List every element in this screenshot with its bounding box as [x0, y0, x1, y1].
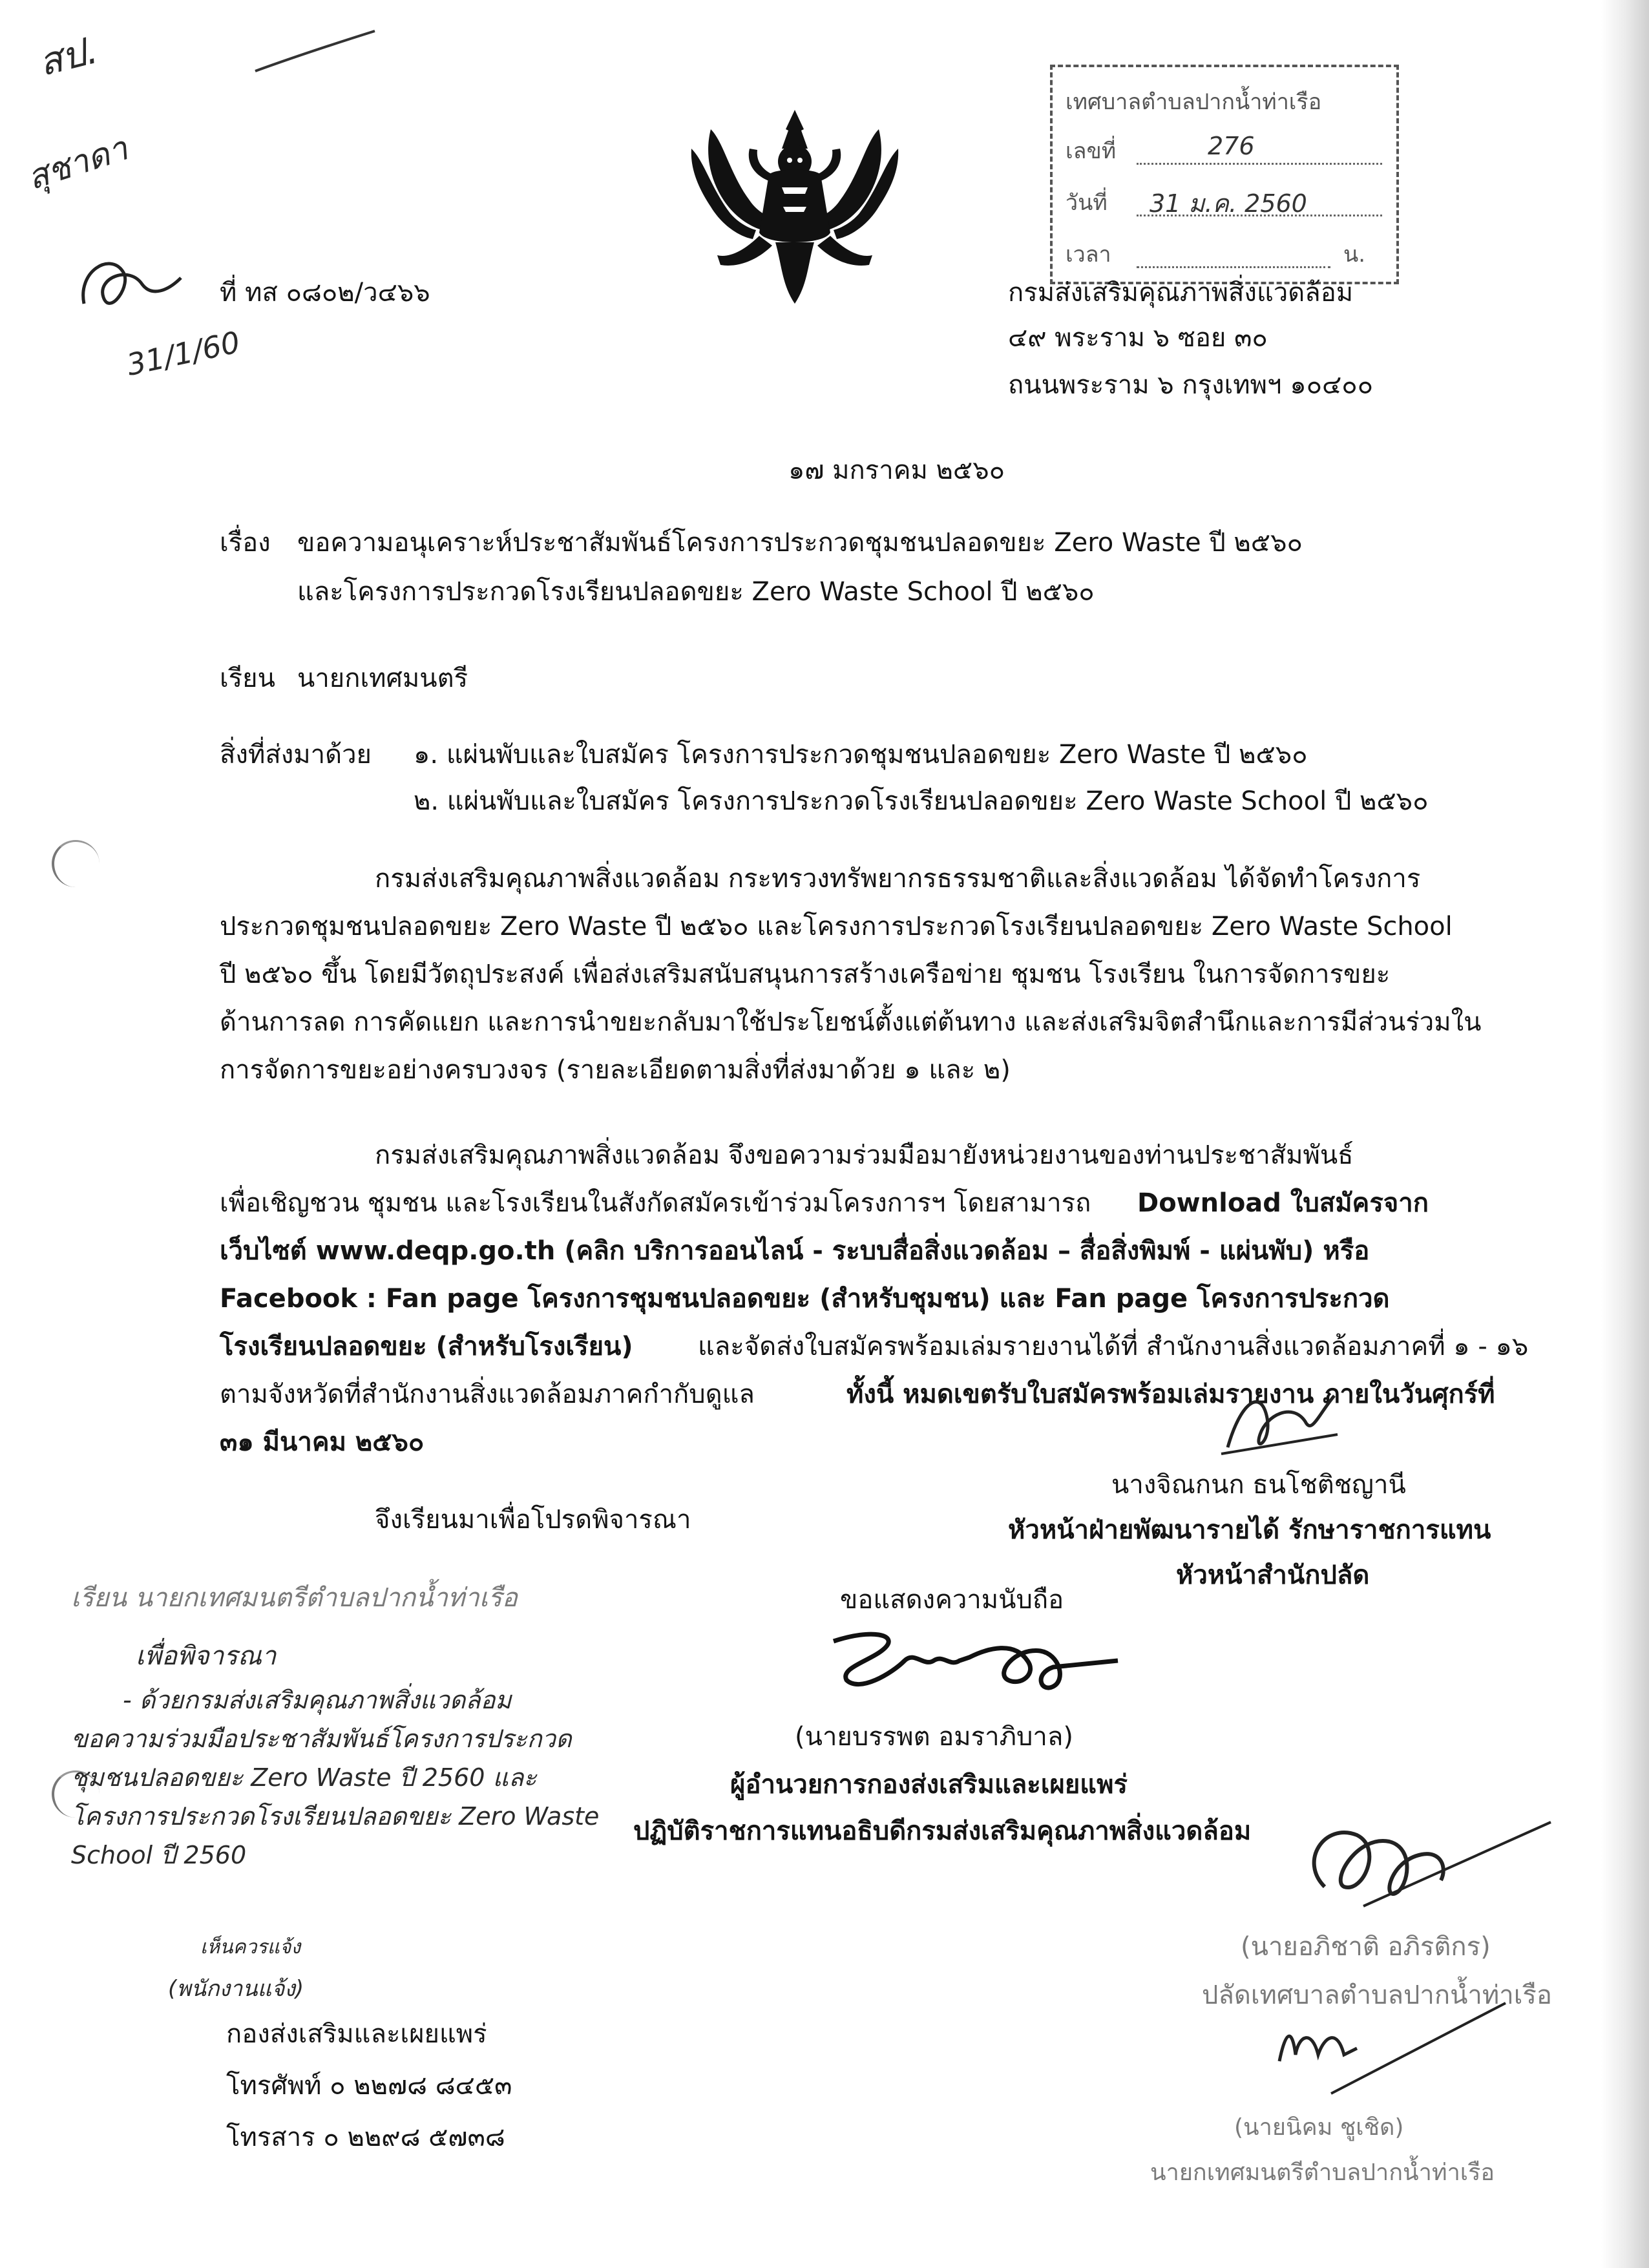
ref-number: ที่ ทส ๐๘๐๒/ว๔๖๖ — [220, 278, 430, 308]
handwritten-initials — [71, 246, 187, 336]
para2-line-2b: Download ใบสมัครจาก — [1137, 1188, 1429, 1218]
enclosure-label: สิ่งที่ส่งมาด้วย — [220, 740, 372, 770]
para2-line-7: ๓๑ มีนาคม ๒๕๖๐ — [220, 1427, 425, 1457]
signer-name: (นายบรรพต อมราภิบาล) — [795, 1722, 1073, 1752]
para1-line-5: การจัดการขยะอย่างครบวงจร (รายละเอียดตามสิ่งที่ส่งมาด้วย ๑ และ ๒) — [220, 1055, 1011, 1085]
right-signer3-name: (นายนิคม ชูเชิด) — [1234, 2114, 1404, 2141]
stamp-org-label: เทศบาลตำบลปากน้ำท่าเรือ — [1066, 89, 1322, 115]
handwritten-note-dept: สป. — [34, 28, 102, 85]
sender-org: กรมส่งเสริมคุณภาพสิ่งแวดล้อม — [1008, 278, 1354, 308]
stamp-date-label: วันที่ — [1066, 190, 1108, 216]
memo-line-4: โครงการประกวดโรงเรียนปลอดขยะ Zero Waste — [71, 1802, 600, 1831]
stamp-time-dots — [1137, 266, 1330, 268]
stamp-no-value: 276 — [1208, 132, 1255, 160]
para1-line-4: ด้านการลด การคัดแยก และการนำขยะกลับมาใช้ประโยชน์ตั้งแต่ต้นทาง และส่งเสริมจิตสำนึกและการมีส่วนร่วมใน — [220, 1007, 1482, 1037]
right-signer2-pos: ปลัดเทศบาลตำบลปากน้ำท่าเรือ — [1202, 1980, 1552, 2010]
para2-line-1: กรมส่งเสริมคุณภาพสิ่งแวดล้อม จึงขอความร่วมมือมายังหน่วยงานของท่านประชาสัมพันธ์ — [375, 1140, 1354, 1170]
stamp-time-label: เวลา — [1066, 242, 1111, 268]
para2-line-5a: โรงเรียนปลอดขยะ (สำหรับโรงเรียน) — [220, 1332, 633, 1361]
para2-line-4: Facebook : Fan page โครงการชุมชนปลอดขยะ (สำหรับชุมชน) และ Fan page โครงการประกวด — [220, 1284, 1390, 1314]
signature-mark-right-3 — [1266, 1990, 1512, 2106]
signer-position-2: ปฏิบัติราชการแทนอธิบดีกรมส่งเสริมคุณภาพสิ่งแวดล้อม — [633, 1816, 1252, 1846]
closing-line: จึงเรียนมาเพื่อโปรดพิจารณา — [375, 1505, 691, 1535]
memo-line-3: ชุมชนปลอดขยะ Zero Waste ปี 2560 และ — [71, 1763, 537, 1792]
pen-stroke — [252, 26, 381, 78]
para2-line-2a: เพื่อเชิญชวน ชุมชน และโรงเรียนในสังกัดสมัครเข้าร่วมโครงการฯ โดยสามารถ — [220, 1188, 1091, 1218]
right-signer2-name: (นายอภิชาติ อภิรติกร) — [1241, 1932, 1491, 1962]
subject-label: เรื่อง — [220, 528, 271, 558]
para2-line-6b: ทั้งนี้ หมดเขตรับใบสมัครพร้อมเล่มรายงาน ภายในวันศุกร์ที่ — [846, 1380, 1495, 1409]
para2-line-6a: ตามจังหวัดที่สำนักงานสิ่งแวดล้อมภาคกำกับดูแล — [220, 1380, 755, 1409]
para2-line-3: เว็บไซต์ www.deqp.go.th (คลิก บริการออนไลน์ - ระบบสื่อสิ่งแวดล้อม – สื่อสิ่งพิมพ์ - แผ่นพับ) หรือ — [220, 1236, 1370, 1266]
letter-date: ๑๗ มกราคม ๒๕๖๐ — [788, 456, 1005, 485]
memo-signer-note: เห็นควรแจ้ง — [200, 1936, 301, 1958]
signature-main — [821, 1622, 1131, 1699]
page-edge-shadow — [1601, 0, 1649, 2268]
signature-mark-right-1 — [1215, 1376, 1344, 1473]
para1-line-1: กรมส่งเสริมคุณภาพสิ่งแวดล้อม กระทรวงทรัพยากรธรรมชาติและสิ่งแวดล้อม ได้จัดทำโครงการ — [375, 864, 1421, 894]
para1-line-2: ประกวดชุมชนปลอดขยะ Zero Waste ปี ๒๕๖๐ และโครงการประกวดโรงเรียนปลอดขยะ Zero Waste School — [220, 912, 1453, 941]
memo-line-1: - ด้วยกรมส่งเสริมคุณภาพสิ่งแวดล้อม — [123, 1686, 512, 1714]
right-signer1-pos1: หัวหน้าฝ่ายพัฒนารายได้ รักษาราชการแทน — [1008, 1515, 1491, 1545]
handwritten-note-name: สุชาดา — [23, 129, 133, 198]
recipient: นายกเทศมนตรี — [297, 664, 468, 693]
stamp-no-dots — [1137, 163, 1382, 165]
contact-phone: โทรศัพท์ ๐ ๒๒๗๘ ๘๔๕๓ — [226, 2071, 512, 2101]
enclosure-item-1: ๑. แผ่นพับและใบสมัคร โครงการประกวดชุมชนปลอดขยะ Zero Waste ปี ๒๕๖๐ — [414, 740, 1308, 770]
sender-address-1: ๔๙ พระราม ๖ ซอย ๓๐ — [1008, 323, 1268, 353]
signature-mark-right-2 — [1286, 1809, 1557, 1926]
contact-fax: โทรสาร ๐ ๒๒๙๘ ๕๗๓๘ — [226, 2123, 505, 2152]
to-label: เรียน — [220, 664, 275, 693]
right-signer1-pos2: หัวหน้าสำนักปลัด — [1176, 1560, 1370, 1590]
regards-line: ขอแสดงความนับถือ — [840, 1585, 1064, 1615]
memo-line-5: School ปี 2560 — [71, 1841, 247, 1869]
subject-line-1: ขอความอนุเคราะห์ประชาสัมพันธ์โครงการประกวดชุมชนปลอดขยะ Zero Waste ปี ๒๕๖๐ — [297, 528, 1303, 558]
para2-line-5b: และจัดส่งใบสมัครพร้อมเล่มรายงานได้ที่ สำนักงานสิ่งแวดล้อมภาคที่ ๑ - ๑๖ — [698, 1332, 1529, 1361]
stamp-date-value: 31 ม.ค. 2560 — [1150, 189, 1307, 218]
memo-to: เรียน นายกเทศมนตรีตำบลปากน้ำท่าเรือ — [71, 1583, 518, 1613]
garuda-emblem-icon — [685, 103, 905, 310]
stamp-no-label: เลขที่ — [1066, 138, 1117, 164]
handwritten-date: 31/1/60 — [123, 324, 244, 383]
stamp-time-unit: น. — [1343, 242, 1366, 268]
memo-line-2: ขอความร่วมมือประชาสัมพันธ์โครงการประกวด — [71, 1725, 572, 1753]
right-signer3-pos: นายกเทศมนตรีตำบลปากน้ำท่าเรือ — [1150, 2159, 1495, 2186]
memo-signer: (พนักงานแจ้ง) — [168, 1976, 304, 2002]
contact-division: กองส่งเสริมและเผยแพร่ — [226, 2019, 487, 2049]
signer-position-1: ผู้อำนวยการกองส่งเสริมและเผยแพร่ — [730, 1770, 1128, 1800]
para1-line-3: ปี ๒๕๖๐ ขึ้น โดยมีวัตถุประสงค์ เพื่อส่งเสริมสนับสนุนการสร้างเครือข่าย ชุมชน โรงเรียน ในการจัดการขยะ — [220, 960, 1391, 989]
right-signer1-name: นางจิณกนก ธนโชติชญานี — [1111, 1470, 1406, 1500]
memo-purpose: เพื่อพิจารณา — [136, 1641, 277, 1671]
punch-hole-top — [52, 840, 100, 887]
sender-address-2: ถนนพระราม ๖ กรุงเทพฯ ๑๐๔๐๐ — [1008, 370, 1374, 400]
receipt-stamp — [1050, 65, 1399, 284]
subject-line-2: และโครงการประกวดโรงเรียนปลอดขยะ Zero Waste School ปี ๒๕๖๐ — [297, 577, 1095, 607]
enclosure-item-2: ๒. แผ่นพับและใบสมัคร โครงการประกวดโรงเรียนปลอดขยะ Zero Waste School ปี ๒๕๖๐ — [414, 786, 1429, 816]
